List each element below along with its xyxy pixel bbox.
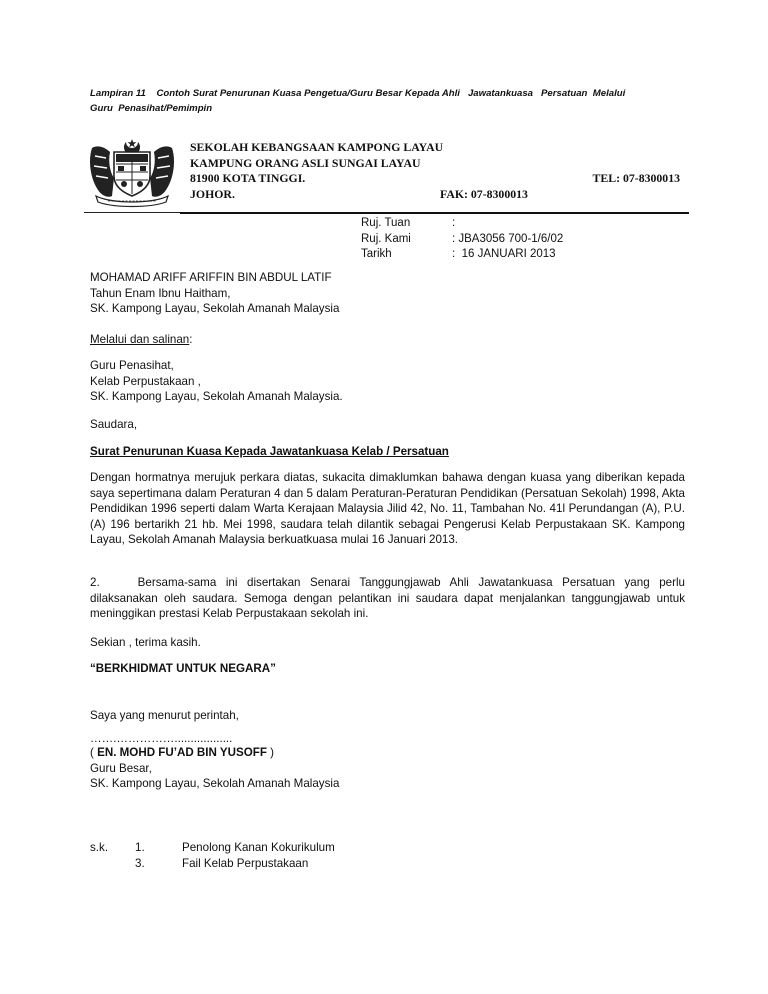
signature-block (90, 733, 690, 792)
attachment-note (90, 86, 690, 116)
cc-item-text: Fail Kelab Perpustakaan (182, 856, 309, 870)
school-address-2: 81900 KOTA TINGGI. (190, 171, 306, 185)
signer-open: ( (90, 746, 98, 759)
attachment-note-line1: Lampiran 11 Contoh Surat Penurunan Kuasa Pengetua/Guru Besar Kepada Ahli Jawatankuasa Persatuan Melalui (90, 88, 626, 99)
paragraph-2 (90, 575, 685, 622)
ruj-tuan-value: : (452, 217, 456, 229)
school-tel: TEL: 07-8300013 (592, 171, 680, 185)
salutation: Saudara, (90, 418, 138, 431)
ruj-tuan-label: Ruj. Tuan (361, 217, 411, 229)
via-line-1: Guru Penasihat, (90, 359, 174, 372)
letterhead (190, 140, 690, 202)
paragraph-2-text: Bersama-sama ini disertakan Senarai Tanggungjawab Ahli Jawatankuasa Persatuan yang perlu dilaksanakan oleh saudara. Semoga dengan pelantikan ini saudara dapat menjalankan tanggungjawab untuk meninggikan prestasi Kelab Perpustakaan sekolah ini. (90, 576, 685, 621)
tarikh-value: : 16 JANUARI 2013 (452, 248, 556, 260)
subject: Surat Penurunan Kuasa Kepada Jawatankuasa Kelab / Persatuan (90, 445, 449, 458)
signer-close: ) (266, 746, 275, 759)
cc-item-text: Penolong Kanan Kokurikulum (182, 841, 335, 854)
attachment-note-line2: Guru Penasihat/Pemimpin (90, 103, 213, 114)
ruj-kami-value: : JBA3056 700-1/6/02 (452, 232, 564, 245)
school-address-3: JOHOR. (190, 186, 235, 201)
signer-title: Guru Besar, (90, 761, 152, 775)
paragraph-2-number: 2. (90, 576, 100, 589)
school-fax: FAK: 07-8300013 (440, 186, 528, 201)
header-rule-right (180, 212, 689, 214)
cc-label: s.k. (90, 841, 109, 854)
signer-name: EN. MOHD FU’AD BIN YUSOFF (97, 746, 267, 759)
recipient-class: Tahun Enam Ibnu Haitham, (90, 286, 231, 300)
paragraph-1: Dengan hormatnya merujuk perkara diatas, sukacita dimaklumkan bahawa dengan kuasa yang diberikan kepada saya sepertimana dalam Peraturan 4 dan 5 dalam Peraturan-Peraturan Pendidikan (Persatuan Sekolah) 1998, Akta Pendidikan 1996 seperti dalam Warta Kerajaan Malaysia Jilid 42, No. 11, Tambahan No. 41l Perundangan (A), P.U. (A) 196 bertarikh 21 hb. Mei 1998, saudara telah dilantik sebagai Pengerusi Kelab Perpustakaan SK. Kampong Layau, Sekolah Amanah Malaysia berkuatkuasa mulai 16 Januari 2013. (90, 471, 685, 547)
signoff: Saya yang menurut perintah, (90, 709, 239, 722)
via-label: Melalui dan salinan (90, 333, 190, 346)
cc-item (90, 856, 690, 872)
cc-item-number: 3. (135, 856, 145, 870)
header-rule-left (84, 212, 180, 213)
motto: “BERKHIDMAT UNTUK NEGARA” (90, 662, 276, 675)
coat-of-arms-logo (86, 138, 178, 208)
via-line-2: Kelab Perpustakaan , (90, 374, 201, 388)
via-line-3: SK. Kampong Layau, Sekolah Amanah Malaysia. (90, 390, 343, 404)
closing: Sekian , terima kasih. (90, 636, 201, 649)
school-address-1: KAMPUNG ORANG ASLI SUNGAI LAYAU (190, 155, 421, 170)
tarikh-label: Tarikh (361, 248, 392, 260)
recipient-school: SK. Kampong Layau, Sekolah Amanah Malaysia (90, 302, 340, 316)
signature-line: …….…………….................. (90, 732, 233, 745)
recipient-block (90, 270, 690, 317)
signer-school: SK. Kampong Layau, Sekolah Amanah Malaysia (90, 777, 340, 791)
cc-item-number: 1. (135, 841, 145, 854)
school-name: SEKOLAH KEBANGSAAN KAMPONG LAYAU (190, 140, 444, 154)
via-label-line (90, 332, 690, 348)
via-colon: : (189, 333, 193, 346)
via-block (90, 358, 690, 405)
cc-block (90, 840, 690, 871)
recipient-name: MOHAMAD ARIFF ARIFFIN BIN ABDUL LATIF (90, 271, 332, 284)
ruj-kami-label: Ruj. Kami (361, 232, 411, 245)
reference-block (361, 216, 661, 263)
cc-item (90, 840, 690, 856)
